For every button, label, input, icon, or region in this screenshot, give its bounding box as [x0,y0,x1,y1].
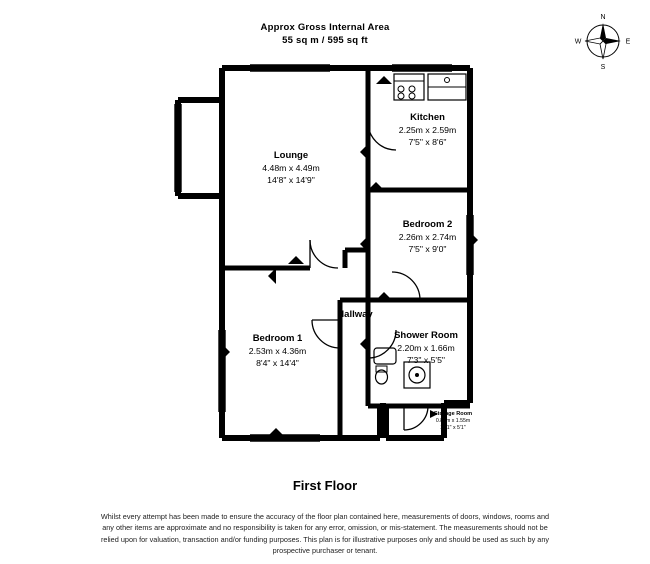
room-imperial: 14'8" x 14'9" [267,174,315,185]
room-metric: 2.26m x 2.74m [398,231,457,242]
room-metric: 0.89m x 1.55m [435,417,471,424]
room-metric: 2.25m x 2.59m [398,124,457,135]
room-label-bedroom-2 [375,219,480,255]
compass-rose-icon [572,10,634,72]
room-imperial: 7'3" x 5'5" [407,354,445,365]
room-label-lounge [221,150,361,186]
room-label-hallway [320,309,390,322]
gross-area-heading: Approx Gross Internal Area [260,22,390,33]
floor-title: First Floor [292,478,358,493]
room-name: Bedroom 1 [252,333,303,344]
room-metric: 4.48m x 4.49m [262,162,320,173]
gross-area-value: 55 sq m / 595 sq ft [282,35,368,46]
room-name: Lounge [273,150,309,161]
room-name: Shower Room [394,330,458,341]
room-imperial: 7'5" x 8'6" [408,136,447,147]
room-label-kitchen [375,112,480,148]
room-name: Bedroom 2 [402,219,453,230]
room-imperial: 8'4" x 14'4" [256,357,299,368]
room-name: Hallway [337,309,373,320]
compass-east-label: E [625,38,631,46]
room-metric: 2.53m x 4.36m [248,345,307,356]
room-imperial: 2'11" x 5'1" [440,424,466,431]
room-label-shower-room [372,330,480,366]
room-name: Kitchen [410,112,445,123]
disclaimer-text: Whilst every attempt has been made to ensure the accuracy of the floor plan contained here, measurements of doors, windows, rooms and any other items are approximate and no responsibility is taken for any error, omission, or mis-statement. The measurements should not be relied upon for valuation, transaction and/or funding purposes. This plan is for illustrative purposes only and should be used as such by any prospective purchaser or tenant. [100,512,550,555]
compass-north-label: N [600,14,606,21]
compass-south-label: S [600,64,606,71]
room-name: Storage Room [433,411,473,417]
room-imperial: 7'5" x 9'0" [408,243,447,254]
compass-west-label: W [574,38,582,46]
room-label-storage-room [425,411,481,431]
room-label-bedroom-1 [215,333,340,369]
kitchen-fixtures [394,74,466,100]
room-metric: 2.20m x 1.66m [397,342,455,353]
